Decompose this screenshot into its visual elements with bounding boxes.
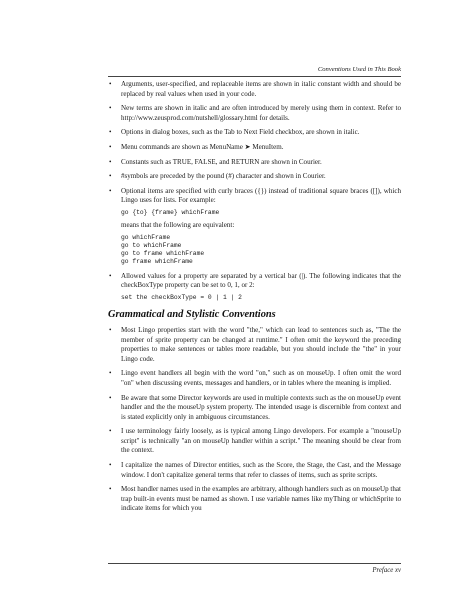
list-item: • Most handler names used in the examples are arbitrary, although handlers such as on mouseUp that trap built-in events must be named as shown. I use variable names like myThing or whichSprite to indicate items for which you [109,485,401,513]
page-folio: Preface xv [372,567,401,574]
bullet-icon: • [109,172,112,181]
list-item: • New terms are shown in italic and are often introduced by merely using them in context. Refer to http://www.zeusprod.com/nutshell/glossary.html for details. [109,104,401,122]
list-item: • Lingo event handlers all begin with the word "on," such as on mouseUp. I often omit the word "on" when discussing events, messages and handlers, or in tables where the meaning is implied. [109,369,401,387]
list-item: • Arguments, user-specified, and replaceable items are shown in italic constant width and should be replaced by real values when used in your code. [109,80,401,98]
bullet-icon: • [109,80,112,88]
bullet-icon: • [109,369,112,378]
bullet-icon: • [109,393,112,402]
bullet-icon: • [109,485,112,494]
list-item: • Constants such as TRUE, FALSE, and RETURN are shown in Courier. [109,157,322,166]
list-item: • Menu commands are shown as MenuName ➤ MenuItem. [109,142,284,151]
optional-text: Optional items are specified with curly braces ({}) instead of traditional square braces ([]), which Lingo uses for lists. For example: [121,186,401,205]
allowed-text: Allowed values for a property are separated by a vertical bar (|). The following indicates that the checkBoxType property can be set to 0, 1, or 2: [121,271,401,290]
running-head: Conventions Used in This Book [317,66,401,73]
bullet-icon: • [109,157,112,166]
code-block: go whichFrame go to whichFrame go to frame whichFrame go frame whichFrame [121,233,205,266]
footer-rule [108,563,401,564]
conventions-list [108,80,401,302]
list-item: • #symbols are preceded by the pound (#) character and shown in Courier. [109,172,326,181]
list-item: • Be aware that some Director keywords are used in multiple contexts such as the on mouseUp event handler and the the mouseUp system property. The intended usage is discernible from context and is stated explicitly only in ambiguous circumstances. [109,393,401,421]
list-item-allowed [108,272,401,302]
bullet-icon: • [109,186,112,195]
page-content [108,80,401,519]
bullet-icon: • [109,142,112,151]
code-block: go {to} {frame} whichFrame [121,208,220,216]
bullet-icon: • [109,427,112,436]
code-block: set the checkBoxType = 0 | 1 | 2 [121,293,242,301]
list-item: • Options in dialog boxes, such as the Tab to Next Field checkbox, are shown in italic. [109,128,360,137]
bullet-icon: • [109,461,112,470]
section-heading: Grammatical and Stylistic Conventions [108,308,276,320]
list-item: • I capitalize the names of Director entities, such as the Score, the Stage, the Cast, and the Message window. I don't capitalize general terms that refer to classes of items, such as sprite scripts. [109,461,401,479]
list-item-optional [108,187,401,267]
bullet-icon: • [109,104,112,113]
bullet-icon: • [109,128,112,137]
list-item: • Most Lingo properties start with the word "the," which can lead to sentences such as, "The the member of sprite property can be changed at runtime." I often omit the keyword the preceding properties to make sentences or tables more readable, but you should include the "the" in your Lingo code. [109,325,401,363]
bullet-icon: • [109,271,112,280]
equivalence-text: means that the following are equivalent: [121,221,235,230]
list-item: • I use terminology fairly loosely, as is typical among Lingo developers. For example a "mouseUp script" is technically "an on mouseUp handler within a script." The meaning should be clear from the context. [109,427,401,455]
bullet-icon: • [109,325,112,334]
grammar-list [108,326,401,514]
header-rule [108,76,401,77]
